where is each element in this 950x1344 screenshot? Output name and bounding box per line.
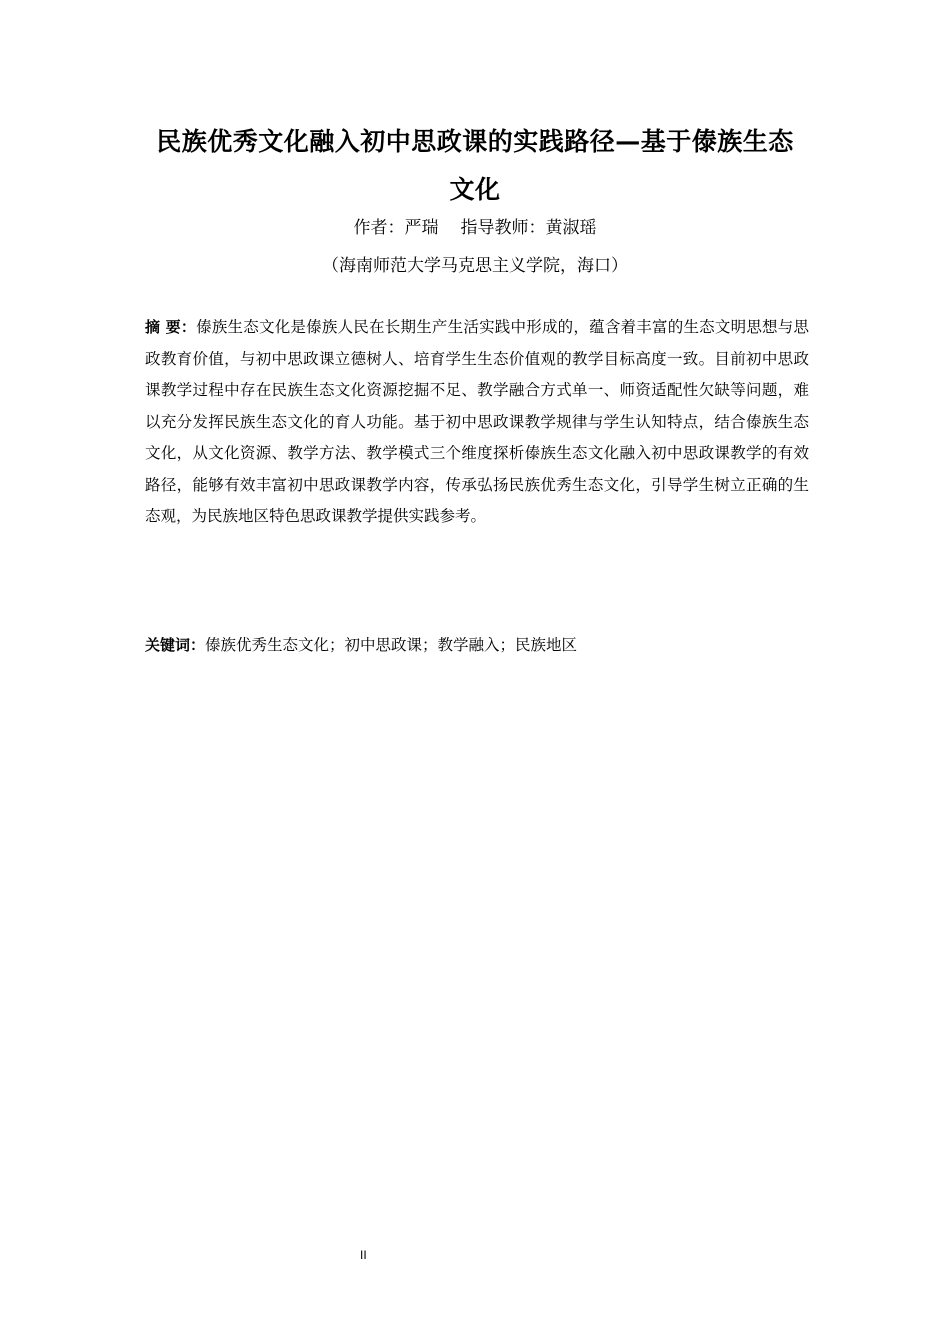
keywords-text: 傣族优秀生态文化；初中思政课；教学融入；民族地区 xyxy=(205,636,578,654)
keywords-label: 关键词： xyxy=(145,636,206,654)
author-label: 作者： xyxy=(353,218,405,238)
paper-title-line-1: 民族优秀文化融入初中思政课的实践路径—基于傣族生态 xyxy=(156,127,794,156)
abstract xyxy=(145,312,809,533)
affiliation: （海南师范大学马克思主义学院，海口） xyxy=(322,256,628,276)
advisor-label: 指导教师： xyxy=(460,218,546,238)
author-name: 严瑞 xyxy=(404,218,439,238)
abstract-label: 摘 要： xyxy=(145,318,197,336)
abstract-text: 傣族生态文化是傣族人民在长期生产生活实践中形成的，蕴含着丰富的生态文明思想与思政教育价值，与初中思政课立德树人、培育学生生态价值观的教学目标高度一致。目前初中思政课教学过程中存在民族生态文化资源挖掘不足、教学融合方式单一、师资适配性欠缺等问题，难以充分发挥民族生态文化的育人功能。基于初中思政课教学规律与学生认知特点，结合傣族生态文化，从文化资源、教学方法、教学模式三个维度探析傣族生态文化融入初中思政课教学的有效路径，能够有效丰富初中思政课教学内容，传承弘扬民族优秀生态文化，引导学生树立正确的生态观，为民族地区特色思政课教学提供实践参考。 xyxy=(145,318,809,525)
byline xyxy=(120,217,830,239)
advisor-name: 黄淑瑶 xyxy=(545,218,597,238)
keywords xyxy=(145,632,809,658)
page-number: II xyxy=(360,1248,367,1262)
paper-title-line-2: 文化 xyxy=(449,175,501,204)
